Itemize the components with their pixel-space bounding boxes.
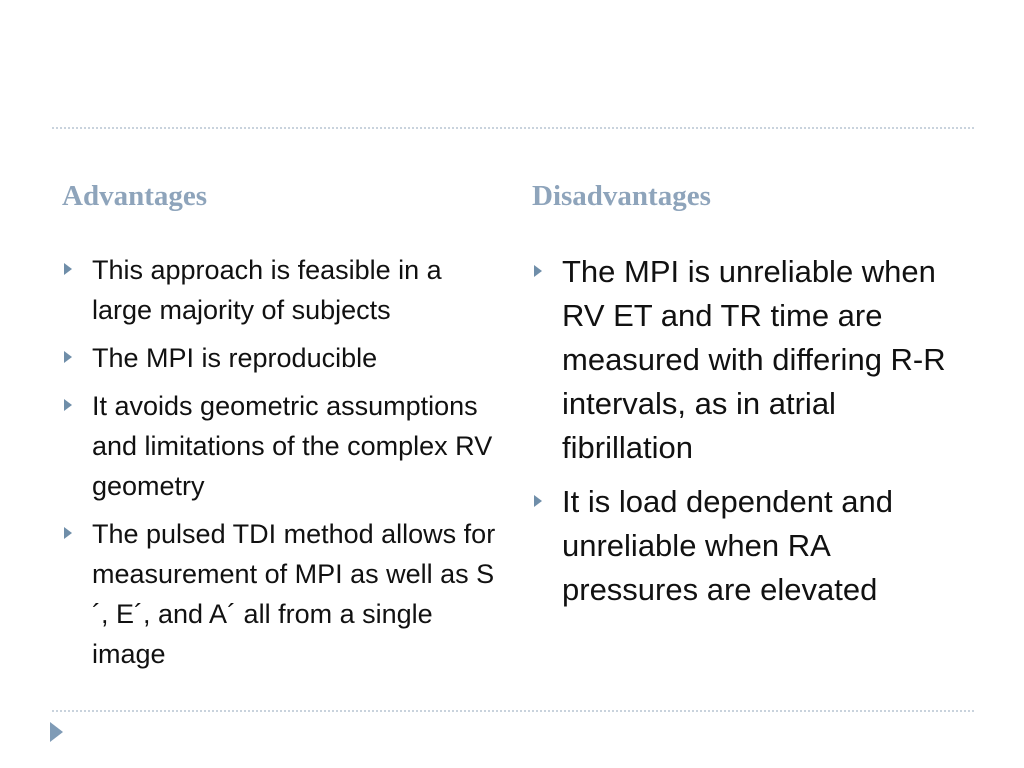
triangle-right-icon — [64, 263, 72, 275]
list-item-text: The MPI is reproducible — [92, 343, 378, 373]
disadvantages-heading: Disadvantages — [532, 180, 711, 212]
advantages-list — [62, 250, 502, 682]
play-arrow-icon[interactable] — [50, 722, 63, 742]
list-item-text: This approach is feasible in a large majority of subjects — [92, 255, 442, 325]
list-item — [532, 480, 972, 612]
list-item — [62, 386, 502, 506]
list-item-text: It avoids geometric assumptions and limitations of the complex RV geometry — [92, 391, 493, 501]
triangle-right-icon — [64, 527, 72, 539]
list-item-text: The pulsed TDI method allows for measurement of MPI as well as S´, E´, and A´ all from a single image — [92, 519, 496, 669]
list-item-text: The MPI is unreliable when RV ET and TR time are measured with differing R-R intervals, as in atrial fibrillation — [562, 254, 946, 465]
advantages-heading: Advantages — [62, 180, 208, 212]
disadvantages-list — [532, 250, 972, 622]
list-item — [62, 514, 502, 674]
bottom-divider — [52, 710, 974, 712]
list-item — [62, 250, 502, 330]
list-item — [532, 250, 972, 470]
triangle-right-icon — [64, 399, 72, 411]
list-item — [62, 338, 502, 378]
triangle-right-icon — [64, 351, 72, 363]
triangle-right-icon — [534, 495, 542, 507]
top-divider — [52, 127, 974, 129]
list-item-text: It is load dependent and unreliable when RA pressures are elevated — [562, 484, 893, 607]
triangle-right-icon — [534, 265, 542, 277]
